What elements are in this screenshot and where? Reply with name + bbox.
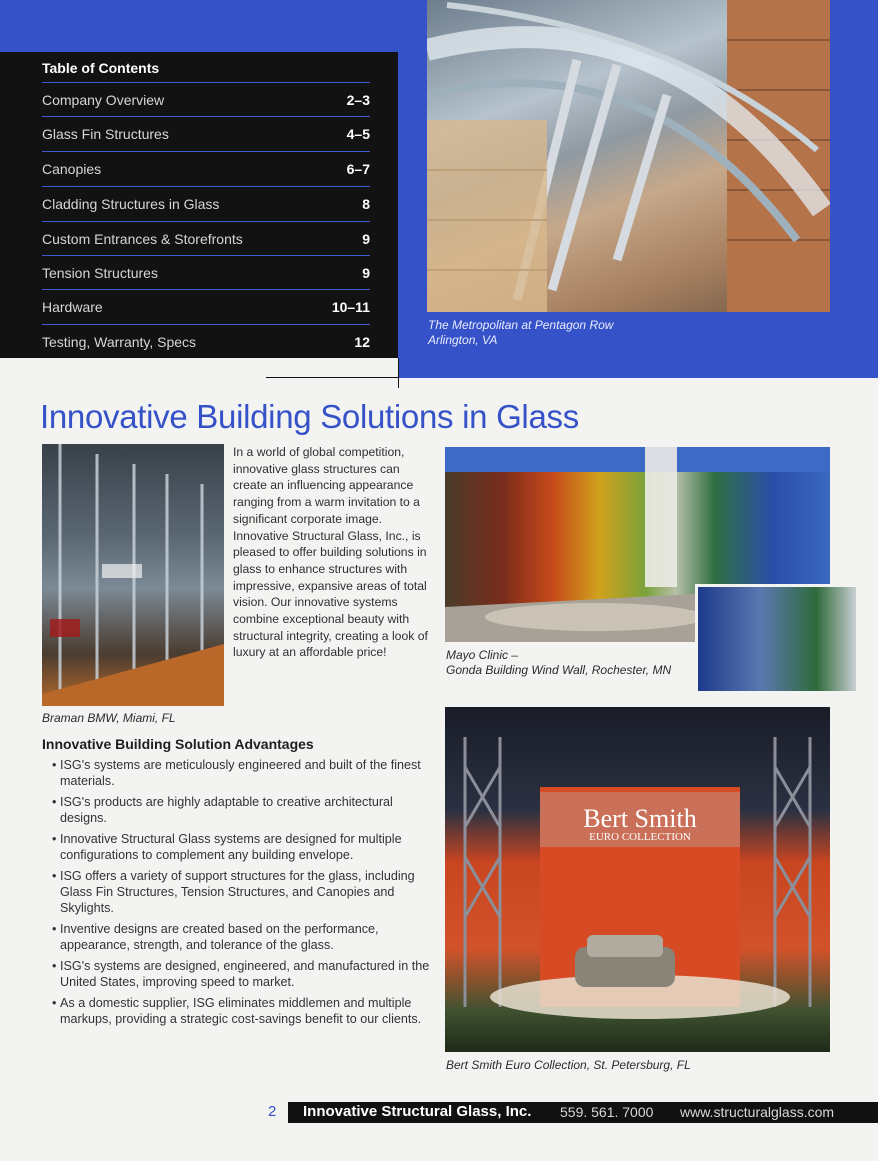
- toc-title: Table of Contents: [42, 60, 160, 76]
- toc-item: [42, 255, 370, 289]
- list-item: • ISG's systems are designed, engineered, and manufactured in the United States, improving speed to market.: [52, 958, 437, 990]
- toc-item-pages: 2–3: [346, 92, 370, 108]
- intro-paragraph: In a world of global competition, innovative glass structures can create an influencing appearance ranging from a warm invitation to a significant corporate image. Innovative Structural Glass, Inc., is pleased to offer building solutions in glass to enhance structures with impressive, expansive areas of total vision. Our innovative systems combine exceptional beauty with structural integrity, creating a look of luxury at an affordable price!: [233, 445, 428, 660]
- footer-website[interactable]: www.structuralglass.com: [680, 1104, 835, 1120]
- toc-item-label: Canopies: [42, 161, 102, 177]
- bert-smith-photo: [445, 707, 830, 1052]
- mayo-caption: [446, 648, 671, 678]
- toc-item: [42, 116, 370, 150]
- metropolitan-caption: [428, 318, 708, 348]
- caption-line: Mayo Clinic –: [446, 648, 519, 662]
- toc-item: [42, 289, 370, 323]
- canopy-illustration: [427, 0, 830, 312]
- list-item: • As a domestic supplier, ISG eliminates middlemen and multiple markups, providing a strategic cost-savings benefit to our clients.: [52, 995, 437, 1027]
- toc-item-label: Company Overview: [42, 92, 165, 108]
- caption-line: Gonda Building Wind Wall, Rochester, MN: [446, 663, 672, 677]
- toc-item-label: Testing, Warranty, Specs: [42, 334, 197, 350]
- toc-item-pages: 6–7: [346, 161, 370, 177]
- showroom-illustration: [42, 444, 224, 706]
- list-item: • Inventive designs are created based on the performance, appearance, strength, and tolerance of the glass.: [52, 921, 437, 953]
- advantages-heading: Innovative Building Solution Advantages: [42, 736, 314, 752]
- toc-item: [42, 186, 370, 220]
- divider-line: [398, 358, 399, 388]
- advantages-list: [52, 757, 437, 1032]
- mayo-clinic-detail-photo: [695, 584, 859, 694]
- toc-item: [42, 151, 370, 185]
- toc-item: [42, 221, 370, 255]
- sign-text: EURO COLLECTION: [589, 831, 691, 843]
- list-item: • ISG's products are highly adaptable to creative architectural designs.: [52, 794, 437, 826]
- toc-item: [42, 324, 370, 358]
- toc-item: [42, 82, 370, 116]
- footer-company: Innovative Structural Glass, Inc.: [303, 1103, 532, 1120]
- toc-item-pages: 4–5: [346, 126, 370, 142]
- sign-text: Bert Smith: [583, 804, 697, 833]
- footer-phone: 559. 561. 7000: [560, 1104, 654, 1120]
- braman-bmw-caption: Braman BMW, Miami, FL: [42, 711, 176, 725]
- toc-item-pages: 9: [362, 265, 370, 281]
- page-title: Innovative Building Solutions in Glass: [40, 398, 579, 435]
- bert-smith-caption: Bert Smith Euro Collection, St. Petersburg, FL: [446, 1058, 691, 1072]
- toc-item-pages: 10–11: [331, 299, 370, 315]
- toc-item-label: Glass Fin Structures: [42, 126, 169, 142]
- list-item: • ISG's systems are meticulously engineered and built of the finest materials.: [52, 757, 437, 789]
- list-item: • ISG offers a variety of support structures for the glass, including Glass Fin Structures, Tension Structures, and Canopies and Skylights.: [52, 868, 437, 916]
- toc-item-pages: 8: [362, 196, 370, 212]
- page-number: 2: [268, 1103, 277, 1120]
- toc-item-label: Hardware: [42, 299, 103, 315]
- toc-item-label: Cladding Structures in Glass: [42, 196, 220, 212]
- caption-line: Arlington, VA: [428, 333, 498, 347]
- braman-bmw-photo: [42, 444, 224, 706]
- header-blue-strip: [0, 0, 398, 52]
- caption-line: The Metropolitan at Pentagon Row: [428, 318, 614, 332]
- toc-item-pages: 9: [362, 231, 370, 247]
- toc-item-label: Tension Structures: [42, 265, 158, 281]
- metropolitan-canopy-photo: [427, 0, 830, 312]
- storefront-illustration: [445, 707, 830, 1052]
- toc-item-pages: 12: [354, 334, 370, 350]
- list-item: • Innovative Structural Glass systems are designed for multiple configurations to complement any building envelope.: [52, 831, 437, 863]
- divider-line: [266, 377, 398, 378]
- toc-item-label: Custom Entrances & Storefronts: [42, 231, 243, 247]
- table-of-contents: [0, 52, 398, 358]
